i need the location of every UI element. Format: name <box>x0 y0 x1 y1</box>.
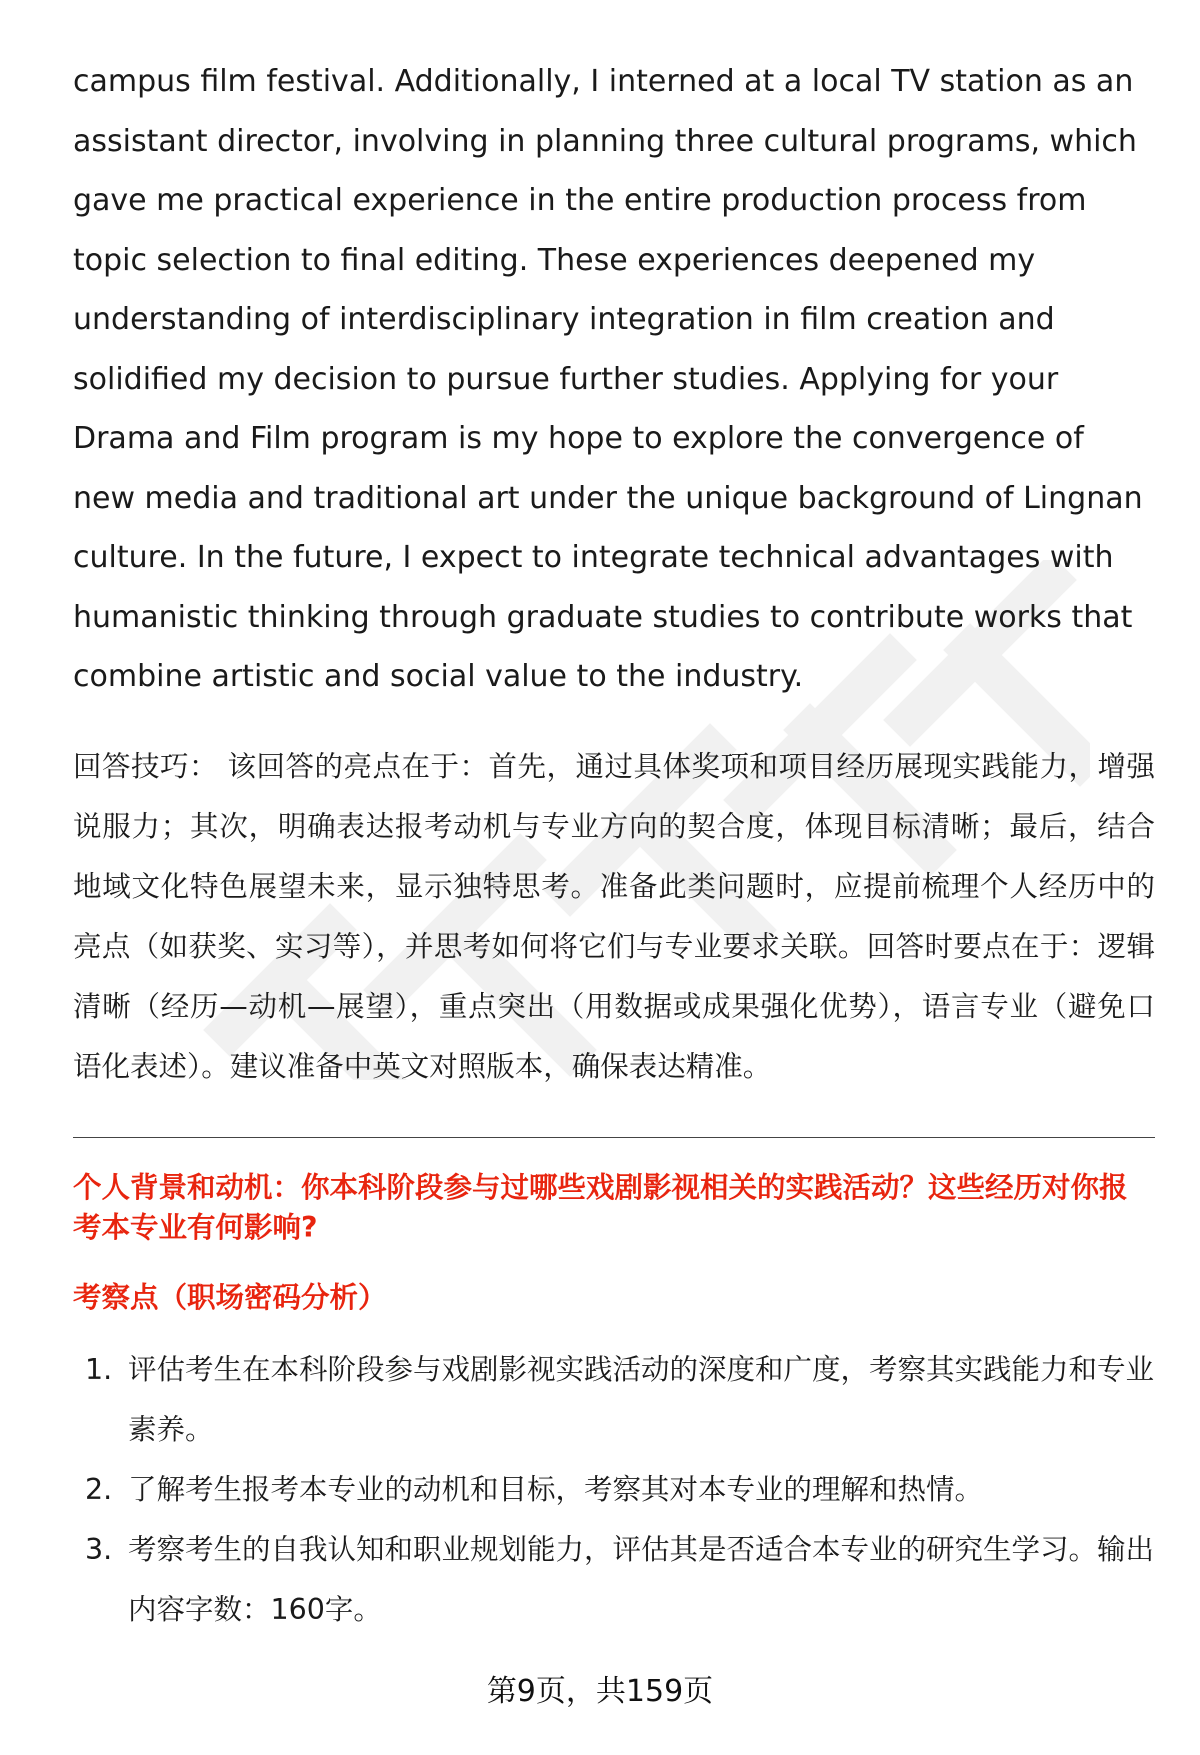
assessment-points-title: 考察点（职场密码分析） <box>73 1280 387 1314</box>
question-heading: 个人背景和动机：你本科阶段参与过哪些戏剧影视相关的实践活动？这些经历对你报考本专业有何影响? <box>73 1170 1128 1244</box>
assessment-points-list <box>73 1340 1155 1640</box>
list-item <box>73 1340 1155 1460</box>
list-item-text: 了解考生报考本专业的动机和目标，考察其对本专业的理解和热情。 <box>128 1472 984 1506</box>
list-item-number: 1. <box>85 1352 113 1386</box>
list-item-text: 评估考生在本科阶段参与戏剧影视实践活动的深度和广度，考察其实践能力和专业素养。 <box>128 1352 1155 1446</box>
section-divider <box>73 1137 1155 1138</box>
list-item <box>73 1520 1155 1640</box>
list-item-number: 3. <box>85 1532 113 1566</box>
page-number-footer: 第9页，共159页 <box>486 1674 714 1709</box>
list-item-number: 2. <box>85 1472 113 1506</box>
list-item <box>73 1460 1155 1520</box>
english-answer-paragraph: campus film festival. Additionally, I interned at a local TV station as an assistant director, involving in planning three cultural programs, which gave me practical experience in the entire production process from topic selection to final editing. These experiences deepened my understanding of interdisciplinary integration in film creation and solidified my decision to pursue further studies. Applying for your Drama and Film program is my hope to explore the convergence of new media and traditional art under the unique background of Lingnan culture. In the future, I expect to integrate technical advantages with humanistic thinking through graduate studies to contribute works that combine artistic and social value to the industry. <box>73 64 1143 694</box>
answer-tips-paragraph: 回答技巧： 该回答的亮点在于：首先，通过具体奖项和项目经历展现实践能力，增强说服力；其次，明确表达报考动机与专业方向的契合度，体现目标清晰；最后，结合地域文化特色展望未来，显示独特思考。准备此类问题时，应提前梳理个人经历中的亮点（如获奖、实习等），并思考如何将它们与专业要求关联。回答时要点在于：逻辑清晰（经历—动机—展望），重点突出（用数据或成果强化优势），语言专业（避免口语化表述）。建议准备中英文对照版本，确保表达精准。 <box>73 749 1155 1083</box>
main-content <box>73 52 1155 1640</box>
list-item-text: 考察考生的自我认知和职业规划能力，评估其是否适合本专业的研究生学习。输出内容字数：160字。 <box>128 1532 1155 1626</box>
